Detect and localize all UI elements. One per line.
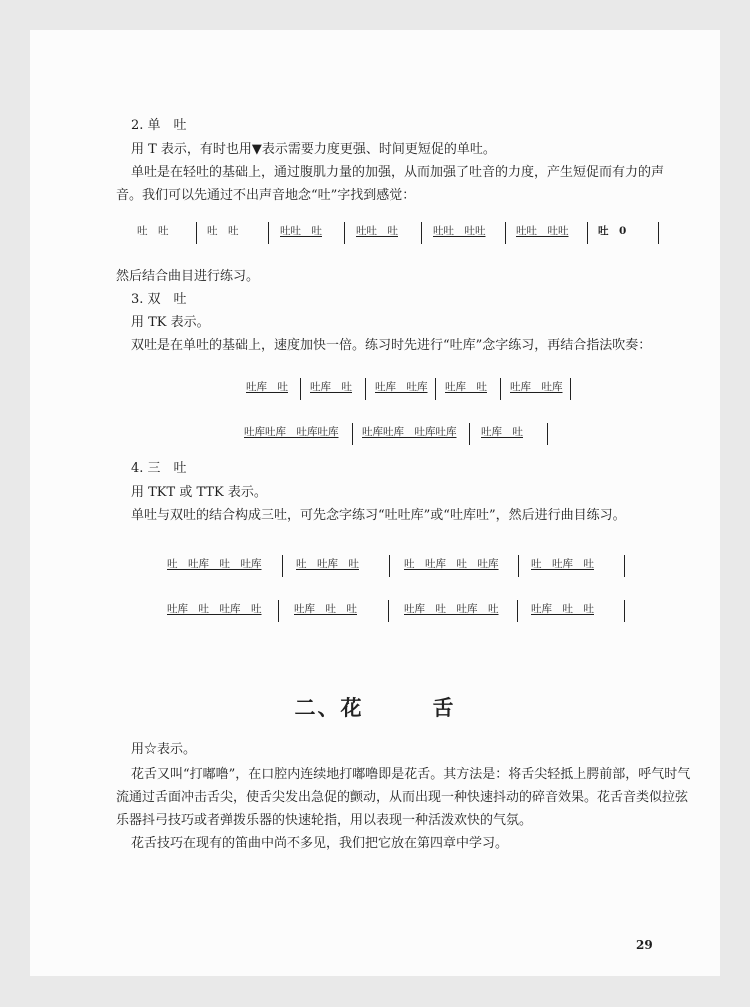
bar-line <box>570 378 571 400</box>
bar-line <box>518 555 519 577</box>
bar-line <box>352 423 353 445</box>
bar-line <box>517 600 518 622</box>
exercise-row-triple-1 <box>0 555 750 577</box>
exercise-group: 吐 吐库 吐 吐库 <box>167 558 262 570</box>
exercise-group: 吐 吐库 吐 <box>296 558 359 570</box>
exercise-group: 吐库 吐 吐库 吐 <box>404 603 499 615</box>
paragraph: 单吐与双吐的结合构成三吐，可先念字练习“吐吐库”或“吐库吐”，然后进行曲目练习。 <box>131 508 626 523</box>
paragraph: 用☆表示。 <box>131 742 197 757</box>
exercise-group: 吐库 吐 <box>246 381 288 393</box>
exercise-row-double-1 <box>0 378 750 400</box>
exercise-group: 吐 吐 <box>137 225 169 237</box>
exercise-group: 吐库 吐 吐 <box>294 603 357 615</box>
exercise-group: 吐库 吐 <box>310 381 352 393</box>
bar-line <box>282 555 283 577</box>
section-title-flutter-tongue: 二、花 舌 <box>294 695 456 720</box>
exercise-row-double-2 <box>0 423 750 445</box>
paragraph: 双吐是在单吐的基础上，速度加快一倍。练习时先进行“吐库”念字练习，再结合指法吹奏： <box>131 338 652 353</box>
exercise-group: 吐吐 吐吐 <box>433 225 486 237</box>
heading-single-tongue: 2. 单 吐 <box>131 118 187 133</box>
bar-line <box>624 555 625 577</box>
exercise-group: 吐 吐 <box>207 225 239 237</box>
paragraph: 用 TK 表示。 <box>131 315 210 330</box>
paragraph: 单吐是在轻吐的基础上，通过腹肌力量的加强，从而加强了吐音的力度，产生短促而有力的声 <box>131 165 665 180</box>
heading-triple-tongue: 4. 三 吐 <box>131 461 187 476</box>
exercise-group: 吐 0 <box>598 225 627 237</box>
bar-line <box>500 378 501 400</box>
bar-line <box>389 555 390 577</box>
exercise-group: 吐库 吐 吐库 吐 <box>167 603 262 615</box>
bar-line <box>268 222 269 244</box>
paragraph: 乐器抖弓技巧或者弹拨乐器的快速轮指，用以表现一种活泼欢快的气氛。 <box>116 813 533 828</box>
bar-line <box>300 378 301 400</box>
bar-line <box>505 222 506 244</box>
exercise-group: 吐库 吐 吐 <box>531 603 594 615</box>
bar-line <box>547 423 548 445</box>
exercise-group: 吐库吐库 吐库吐库 <box>244 426 339 438</box>
bar-line <box>435 378 436 400</box>
bar-line <box>344 222 345 244</box>
exercise-group: 吐吐 吐吐 <box>516 225 569 237</box>
paragraph: 音。我们可以先通过不出声音地念“吐”字找到感觉： <box>116 188 416 203</box>
exercise-group: 吐库吐库 吐库吐库 <box>362 426 457 438</box>
bar-line <box>388 600 389 622</box>
bar-line <box>365 378 366 400</box>
exercise-group: 吐 吐库 吐 <box>531 558 594 570</box>
paragraph: 流通过舌面冲击舌尖，使舌尖发出急促的颤动，从而出现一种快速抖动的碎音效果。花舌音类似拉弦 <box>116 790 689 805</box>
bar-line <box>469 423 470 445</box>
bar-line <box>587 222 588 244</box>
exercise-group: 吐 吐库 吐 吐库 <box>404 558 499 570</box>
exercise-row-single <box>0 222 750 244</box>
bar-line <box>624 600 625 622</box>
bar-line <box>421 222 422 244</box>
bar-line <box>278 600 279 622</box>
exercise-group: 吐吐 吐 <box>356 225 398 237</box>
paragraph: 然后结合曲目进行练习。 <box>116 269 260 284</box>
heading-double-tongue: 3. 双 吐 <box>131 292 187 307</box>
exercise-group: 吐库 吐 <box>481 426 523 438</box>
bar-line <box>658 222 659 244</box>
exercise-group: 吐库 吐库 <box>510 381 563 393</box>
paragraph: 用 TKT 或 TTK 表示。 <box>131 485 267 500</box>
bar-line <box>196 222 197 244</box>
page-number: 29 <box>636 938 653 952</box>
paragraph: 用 T 表示，有时也用▼表示需要力度更强、时间更短促的单吐。 <box>131 142 496 157</box>
exercise-group: 吐库 吐库 <box>375 381 428 393</box>
paragraph: 花舌又叫“打嘟噜”，在口腔内连续地打嘟噜即是花舌。其方法是：将舌尖轻抵上腭前部，呼气时气 <box>131 767 691 782</box>
exercise-group: 吐库 吐 <box>445 381 487 393</box>
paragraph: 花舌技巧在现有的笛曲中尚不多见，我们把它放在第四章中学习。 <box>131 836 509 851</box>
exercise-group: 吐吐 吐 <box>280 225 322 237</box>
exercise-row-triple-2 <box>0 600 750 622</box>
